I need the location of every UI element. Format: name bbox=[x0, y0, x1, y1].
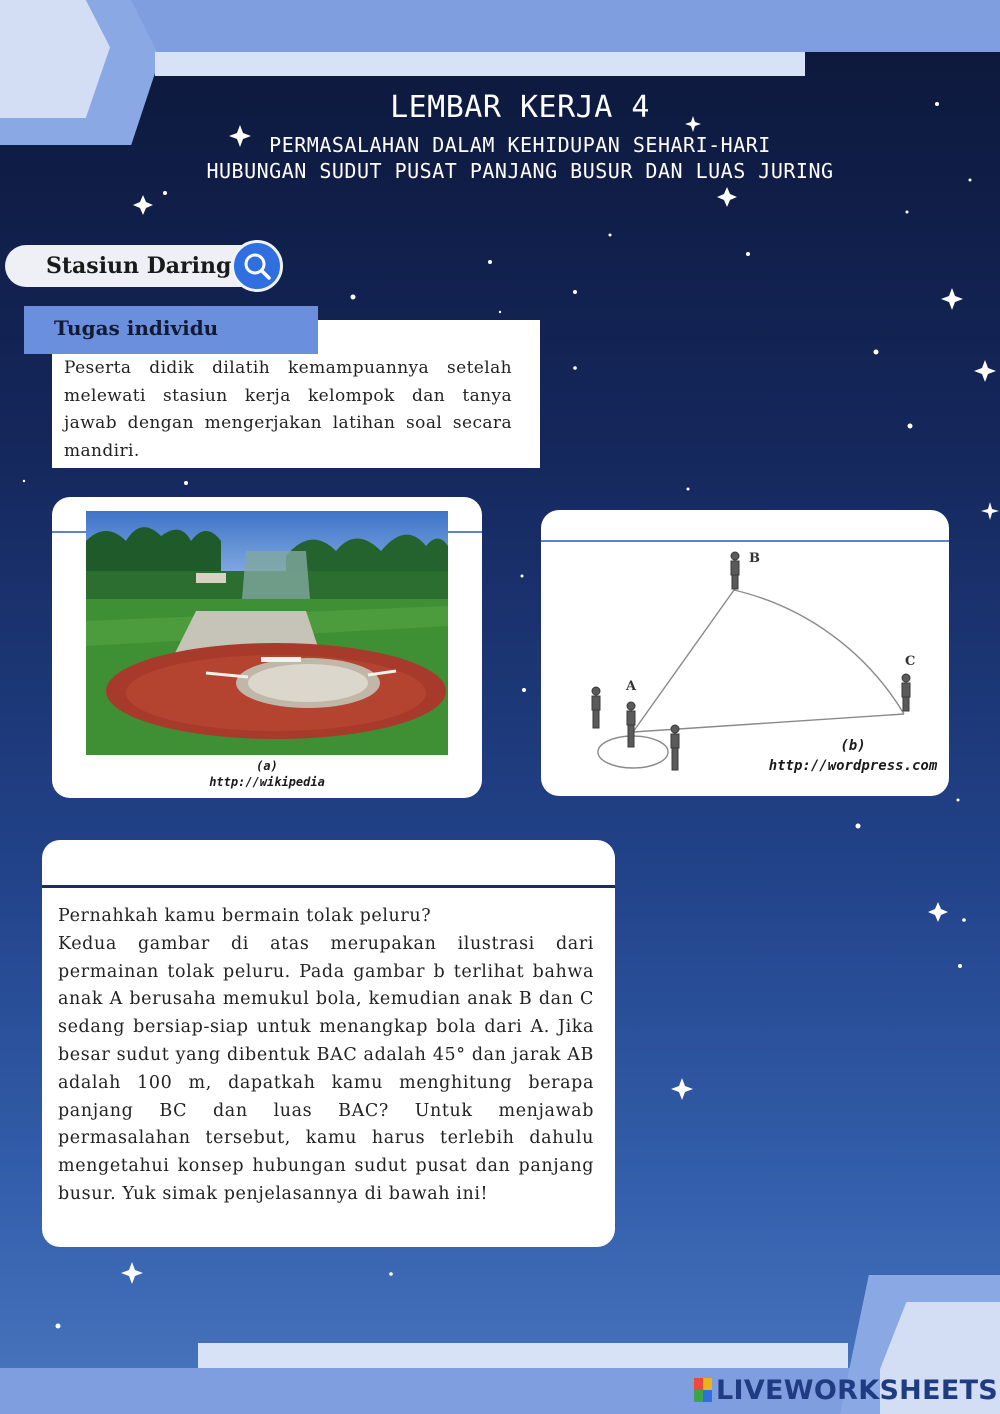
shot-put-field-photo bbox=[86, 511, 448, 755]
story-paragraph: Kedua gambar di atas merupakan ilustrasi dari permainan tolak peluru. Pada gambar b terlihat bahwa anak A berusaha memukul bola, kemudian anak B dan C sedang bersiap-siap untuk menangkap bola dari A. Jika besar sudut yang dibentuk BAC adalah 45° dan jarak AB adalah 100 m, dapatkah kamu menghitung berapa panjang BC dan luas BAC? Untuk menjawab permasalahan tersebut, kamu harus terlebih dahulu mengetahui konsep hubungan sudut pusat dan panjang busur. Yuk simak penjelasannya di bawah ini! bbox=[58, 933, 594, 1204]
header bbox=[150, 90, 890, 185]
brand-logo-icon bbox=[694, 1378, 712, 1402]
page-title: LEMBAR KERJA 4 bbox=[390, 90, 650, 125]
task-description: Peserta didik dilatih kemampuannya setelah melewati stasiun kerja kelompok dan tanya jawab dengan mengerjakan latihan soal secara mandiri. bbox=[64, 358, 512, 461]
figure-a-label: (a) bbox=[256, 759, 278, 773]
task-tab-label: Tugas individu bbox=[54, 316, 219, 340]
story-question: Pernahkah kamu bermain tolak peluru? bbox=[58, 906, 432, 926]
star-icon bbox=[671, 1078, 693, 1100]
figure-a-source: http://wikipedia bbox=[209, 775, 325, 789]
figure-a-card bbox=[52, 497, 482, 798]
story-text bbox=[58, 903, 594, 1209]
point-a-label: A bbox=[626, 679, 637, 694]
star-icon bbox=[928, 902, 948, 922]
star-icon bbox=[121, 1262, 143, 1284]
page-subtitle-2: HUBUNGAN SUDUT PUSAT PANJANG BUSUR DAN LUAS JURING bbox=[206, 159, 834, 183]
point-c-label: C bbox=[905, 654, 916, 669]
star-icon bbox=[133, 195, 153, 215]
brand-watermark bbox=[694, 1372, 998, 1408]
page-subtitle-1: PERMASALAHAN DALAM KEHIDUPAN SEHARI-HARI bbox=[269, 133, 771, 157]
point-b-label: B bbox=[749, 551, 760, 566]
star-icon bbox=[981, 502, 999, 520]
station-label: Stasiun Daring bbox=[46, 253, 232, 279]
star-icon bbox=[941, 288, 963, 310]
card-divider bbox=[42, 885, 615, 888]
figure-b-source: http://wordpress.com bbox=[768, 758, 938, 774]
search-icon bbox=[234, 243, 280, 289]
star-icon bbox=[717, 187, 737, 207]
star-icon bbox=[974, 360, 996, 382]
bottom-decor-strip bbox=[198, 1343, 848, 1368]
brand-name: LIVEWORKSHEETS bbox=[716, 1374, 999, 1406]
search-button[interactable] bbox=[231, 240, 283, 292]
figure-b-card bbox=[541, 510, 949, 796]
figure-b-label: (b) bbox=[840, 738, 866, 754]
